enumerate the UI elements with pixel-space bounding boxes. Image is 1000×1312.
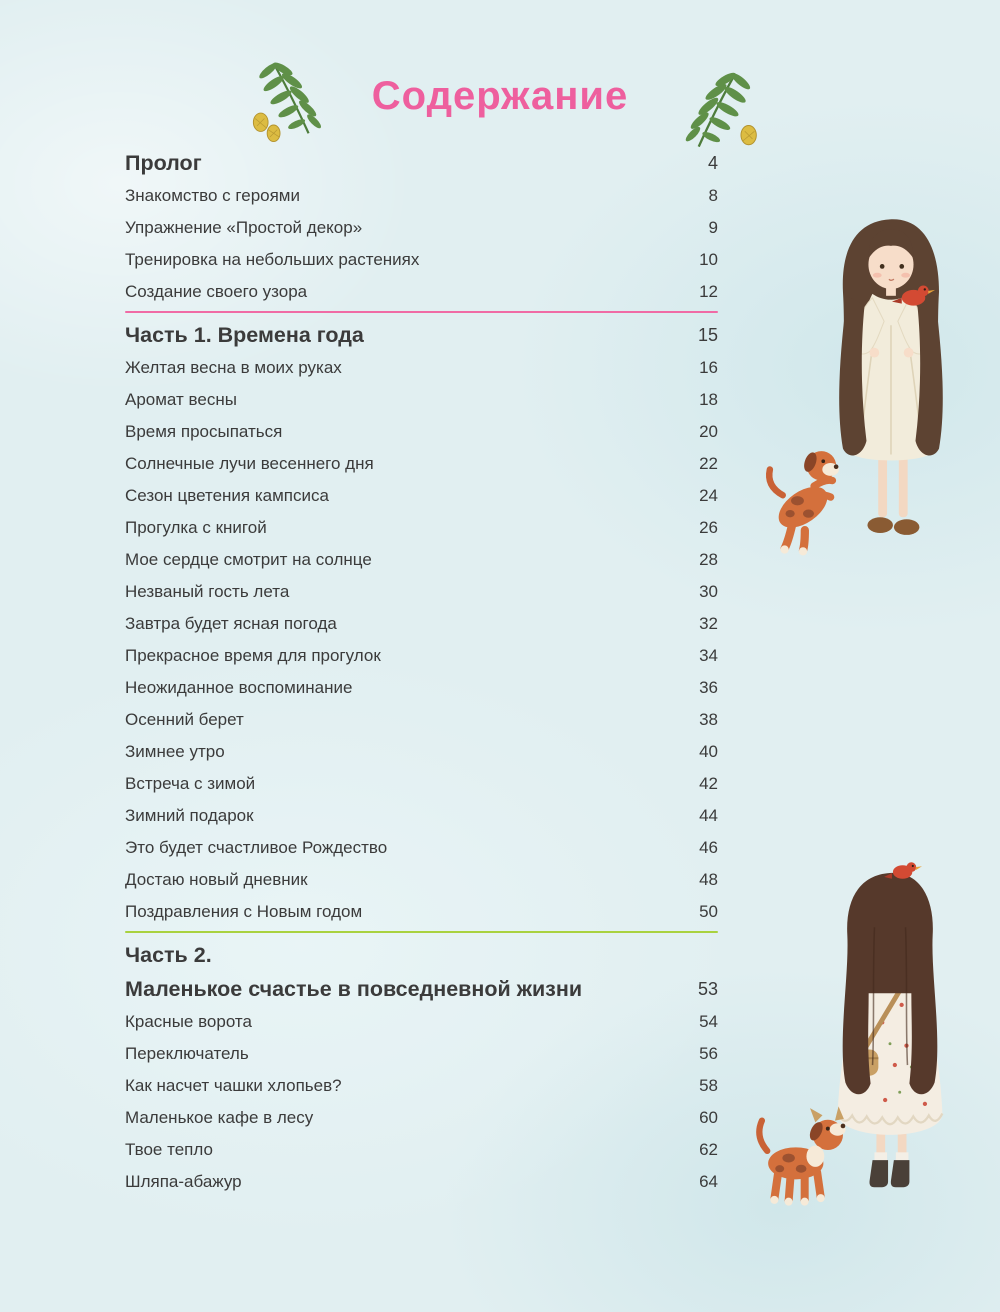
toc-entry-page-number: 20 bbox=[699, 422, 718, 441]
toc-entry-page-number: 64 bbox=[699, 1172, 718, 1191]
toc-entry bbox=[125, 640, 718, 672]
toc-entry bbox=[125, 1070, 718, 1102]
toc-entry-label: Мое сердце смотрит на солнце bbox=[125, 550, 372, 569]
toc-entry bbox=[125, 1166, 718, 1198]
toc-entry bbox=[125, 512, 718, 544]
toc-entry-label: Маленькое счастье в повседневной жизни bbox=[125, 976, 583, 1001]
toc-entry-label: Зимнее утро bbox=[125, 742, 225, 761]
toc-entry-page-number: 38 bbox=[699, 710, 718, 729]
toc-entry-label: Переключатель bbox=[125, 1044, 249, 1063]
toc-entry-page-number: 18 bbox=[699, 390, 718, 409]
toc-entry-label: Создание своего узора bbox=[125, 282, 308, 301]
toc-entry-page-number: 28 bbox=[699, 550, 718, 569]
fern-leaf-illustration-right bbox=[668, 66, 764, 156]
toc-entry-page-number: 4 bbox=[707, 152, 718, 173]
toc-entry-page-number: 42 bbox=[699, 774, 718, 793]
toc-entry-page-number: 24 bbox=[699, 486, 718, 505]
toc-entry-label: Часть 1. Времена года bbox=[125, 322, 364, 347]
toc-entry-label: Твое тепло bbox=[125, 1140, 213, 1159]
toc-entry bbox=[125, 416, 718, 448]
toc-entry-label: Время просыпаться bbox=[125, 422, 283, 441]
toc-entry-label: Сезон цветения кампсиса bbox=[125, 486, 329, 505]
toc-entry-page-number: 8 bbox=[708, 186, 718, 205]
toc-entry-label: Часть 2. bbox=[125, 942, 212, 967]
toc-entry-label: Упражнение «Простой декор» bbox=[125, 218, 363, 237]
toc-section-header bbox=[125, 972, 718, 1006]
toc-entry-label: Как насчет чашки хлопьев? bbox=[125, 1076, 342, 1095]
toc-entry bbox=[125, 1038, 718, 1070]
toc-entry-label: Достаю новый дневник bbox=[125, 870, 308, 889]
toc-entry-page-number: 32 bbox=[699, 614, 718, 633]
toc-entry-page-number: 58 bbox=[699, 1076, 718, 1095]
toc-entry-label: Поздравления с Новым годом bbox=[125, 902, 363, 921]
separator-line-pink bbox=[125, 311, 718, 313]
toc-entry-page-number: 56 bbox=[699, 1044, 718, 1063]
toc-entry-label: Желтая весна в моих руках bbox=[125, 358, 342, 377]
toc-entry-page-number: 46 bbox=[699, 838, 718, 857]
toc-entry-page-number: 26 bbox=[699, 518, 718, 537]
toc-entry bbox=[125, 864, 718, 896]
toc-entry-page-number: 34 bbox=[699, 646, 718, 665]
toc-entry bbox=[125, 608, 718, 640]
toc-entry-label: Неожиданное воспоминание bbox=[125, 678, 353, 697]
toc-entry bbox=[125, 800, 718, 832]
fern-leaf-illustration-left bbox=[246, 56, 338, 142]
toc-entry-label: Встреча с зимой bbox=[125, 774, 256, 793]
toc-list bbox=[125, 146, 718, 1198]
toc-entry bbox=[125, 544, 718, 576]
toc-entry-page-number: 40 bbox=[699, 742, 718, 761]
toc-entry-label: Знакомство с героями bbox=[125, 186, 300, 205]
toc-entry-label: Пролог bbox=[125, 150, 202, 175]
toc-section-header bbox=[125, 938, 718, 972]
toc-entry-label: Завтра будет ясная погода bbox=[125, 614, 337, 633]
toc-entry bbox=[125, 180, 718, 212]
jumping-dog-illustration bbox=[757, 438, 849, 558]
toc-entry bbox=[125, 832, 718, 864]
toc-section-header bbox=[125, 318, 718, 352]
toc-entry-label: Прогулка с книгой bbox=[125, 518, 267, 537]
toc-entry-page-number: 44 bbox=[699, 806, 718, 825]
toc-entry-page-number: 16 bbox=[699, 358, 718, 377]
toc-entry-label: Прекрасное время для прогулок bbox=[125, 646, 381, 665]
toc-entry-page-number: 62 bbox=[699, 1140, 718, 1159]
toc-entry-page-number: 15 bbox=[697, 324, 718, 345]
toc-entry bbox=[125, 1006, 718, 1038]
toc-entry-label: Тренировка на небольших растениях bbox=[125, 250, 420, 269]
toc-section-header bbox=[125, 146, 718, 180]
toc-entry bbox=[125, 244, 718, 276]
toc-entry-label: Осенний берет bbox=[125, 710, 244, 729]
toc-entry bbox=[125, 212, 718, 244]
toc-entry bbox=[125, 896, 718, 928]
toc-entry bbox=[125, 480, 718, 512]
separator-line-green bbox=[125, 931, 718, 933]
toc-entry-page-number: 12 bbox=[699, 282, 718, 301]
toc-entry bbox=[125, 1102, 718, 1134]
toc-entry bbox=[125, 352, 718, 384]
toc-entry-label: Аромат весны bbox=[125, 390, 237, 409]
toc-entry bbox=[125, 276, 718, 308]
toc-entry-page-number: 30 bbox=[699, 582, 718, 601]
toc-entry bbox=[125, 384, 718, 416]
toc-entry-page-number: 22 bbox=[699, 454, 718, 473]
toc-entry bbox=[125, 576, 718, 608]
toc-entry-page-number: 48 bbox=[699, 870, 718, 889]
standing-dog-illustration bbox=[753, 1086, 851, 1214]
toc-entry bbox=[125, 736, 718, 768]
toc-entry bbox=[125, 768, 718, 800]
toc-entry-label: Шляпа-абажур bbox=[125, 1172, 242, 1191]
toc-entry-label: Незваный гость лета bbox=[125, 582, 290, 601]
toc-entry-label: Это будет счастливое Рождество bbox=[125, 838, 388, 857]
page-title: Содержание bbox=[371, 74, 629, 118]
toc-entry-label: Маленькое кафе в лесу bbox=[125, 1108, 314, 1127]
toc-entry bbox=[125, 448, 718, 480]
toc-entry-page-number: 10 bbox=[699, 250, 718, 269]
toc-entry bbox=[125, 704, 718, 736]
toc-entry-page-number: 60 bbox=[699, 1108, 718, 1127]
toc-entry-page-number: 54 bbox=[699, 1012, 718, 1031]
toc-entry-label: Зимний подарок bbox=[125, 806, 254, 825]
toc-entry-label: Солнечные лучи весеннего дня bbox=[125, 454, 374, 473]
toc-entry bbox=[125, 672, 718, 704]
toc-entry bbox=[125, 1134, 718, 1166]
toc-entry-page-number: 36 bbox=[699, 678, 718, 697]
toc-entry-label: Красные ворота bbox=[125, 1012, 252, 1031]
toc-entry-page-number: 53 bbox=[697, 978, 718, 999]
toc-entry-page-number: 9 bbox=[708, 218, 718, 237]
toc-entry-page-number: 50 bbox=[699, 902, 718, 921]
